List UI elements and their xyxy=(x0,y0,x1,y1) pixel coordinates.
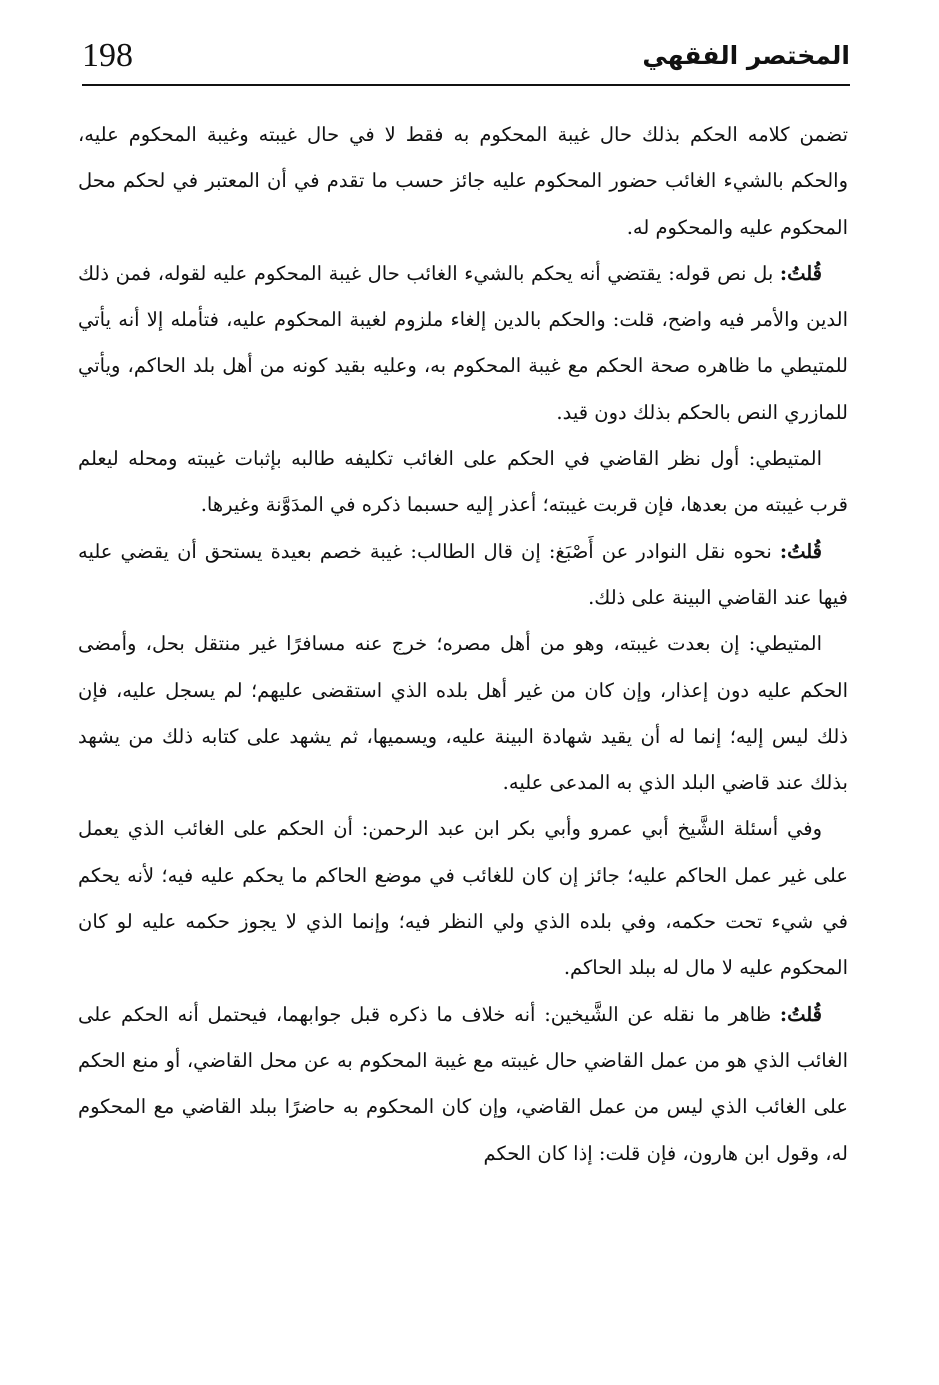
paragraph-lead: قُلتُ: xyxy=(779,261,822,285)
page-number: 198 xyxy=(82,37,133,74)
paragraph-lead: قُلتُ: xyxy=(779,539,822,563)
paragraph-text: تضمن كلامه الحكم بذلك حال غيبة المحكوم به فقط لا في حال غيبته وغيبة المحكوم عليه، والحكم بالشيء الغائب حضور المحكوم عليه جائز حسب ما تقدم في أن المعتبر في لحكم محل المحكوم عليه والمحكوم له. xyxy=(78,123,848,239)
paragraph-lead: قُلتُ: xyxy=(779,1002,822,1026)
paragraph-text: ظاهر ما نقله عن الشَّيخين: أنه خلاف ما ذكره قبل جوابهما، فيحتمل أنه الحكم على الغائب الذي هو من عمل القاضي حال غيبته مع غيبة المحكوم به عن محل القاضي، أو منع الحكم على الغائب الذي ليس من عمل القاضي، وإن كان المحكوم به حاضرًا ببلد القاضي مع المحكوم له، وقول ابن هارون، فإن قلت: إذا كان الحكم xyxy=(78,1002,848,1165)
page-header xyxy=(82,30,850,86)
paragraph xyxy=(78,529,848,622)
paragraph xyxy=(78,112,848,251)
paragraph-text: بل نص قوله: يقتضي أنه يحكم بالشيء الغائب حال غيبة المحكوم عليه لقوله، فمن ذلك الدين والأمر فيه واضح، قلت: والحكم بالدين إلغاء ملزوم لغيبة المحكوم عليه، فتأمله إلا أنه يأتي للمتيطي ما ظاهره صحة الحكم مع غيبة المحكوم به، وعليه بقيد كونه من أهل بلد الحاكم، ويأتي للمازري النص بالحكم بذلك دون قيد. xyxy=(78,261,848,424)
paragraph-text: وفي أسئلة الشَّيخ أبي عمرو وأبي بكر ابن عبد الرحمن: أن الحكم على الغائب الذي يعمل على غير عمل الحاكم عليه؛ جائز إن كان للغائب في موضع الحاكم ما يحكم عليه فيه؛ لأنه يحكم في شيء تحت حكمه، وفي بلده الذي ولي النظر فيه؛ وإنما الذي لا يجوز حكمه عليه لو كان المحكوم عليه لا مال له ببلد الحاكم. xyxy=(78,817,848,980)
paragraph xyxy=(78,992,848,1177)
paragraph-text: نحوه نقل النوادر عن أَصْبَغ: إن قال الطالب: غيبة خصم بعيدة يستحق أن يقضي عليه فيها عند القاضي البينة على ذلك. xyxy=(78,539,848,609)
paragraph-text: المتيطي: أول نظر القاضي في الحكم على الغائب تكليفه طالبه بإثبات غيبته ومحله ليعلم قرب غيبته من بعدها، فإن قربت غيبته؛ أعذر إليه حسبما ذكره في المدَوَّنة وغيرها. xyxy=(78,447,848,517)
paragraph xyxy=(78,806,848,991)
paragraph xyxy=(78,621,848,806)
paragraph-text: المتيطي: إن بعدت غيبته، وهو من أهل مصره؛ خرج عنه مسافرًا غير منتقل بحل، وأمضى الحكم عليه دون إعذار، وإن كان من غير أهل بلده الذي استقضى عليهم؛ لم يسجل عليه، فإن ذلك ليس إليه؛ إنما له أن يقيد شهادة البينة عليه، ويسميها، ثم يشهد على كتابه ذلك من يشهد بذلك عند قاضي البلد الذي به المدعى عليه. xyxy=(78,632,848,795)
running-title: المختصر الفقهي xyxy=(642,41,850,70)
body-text xyxy=(78,112,848,1177)
paragraph xyxy=(78,251,848,436)
paragraph xyxy=(78,436,848,529)
